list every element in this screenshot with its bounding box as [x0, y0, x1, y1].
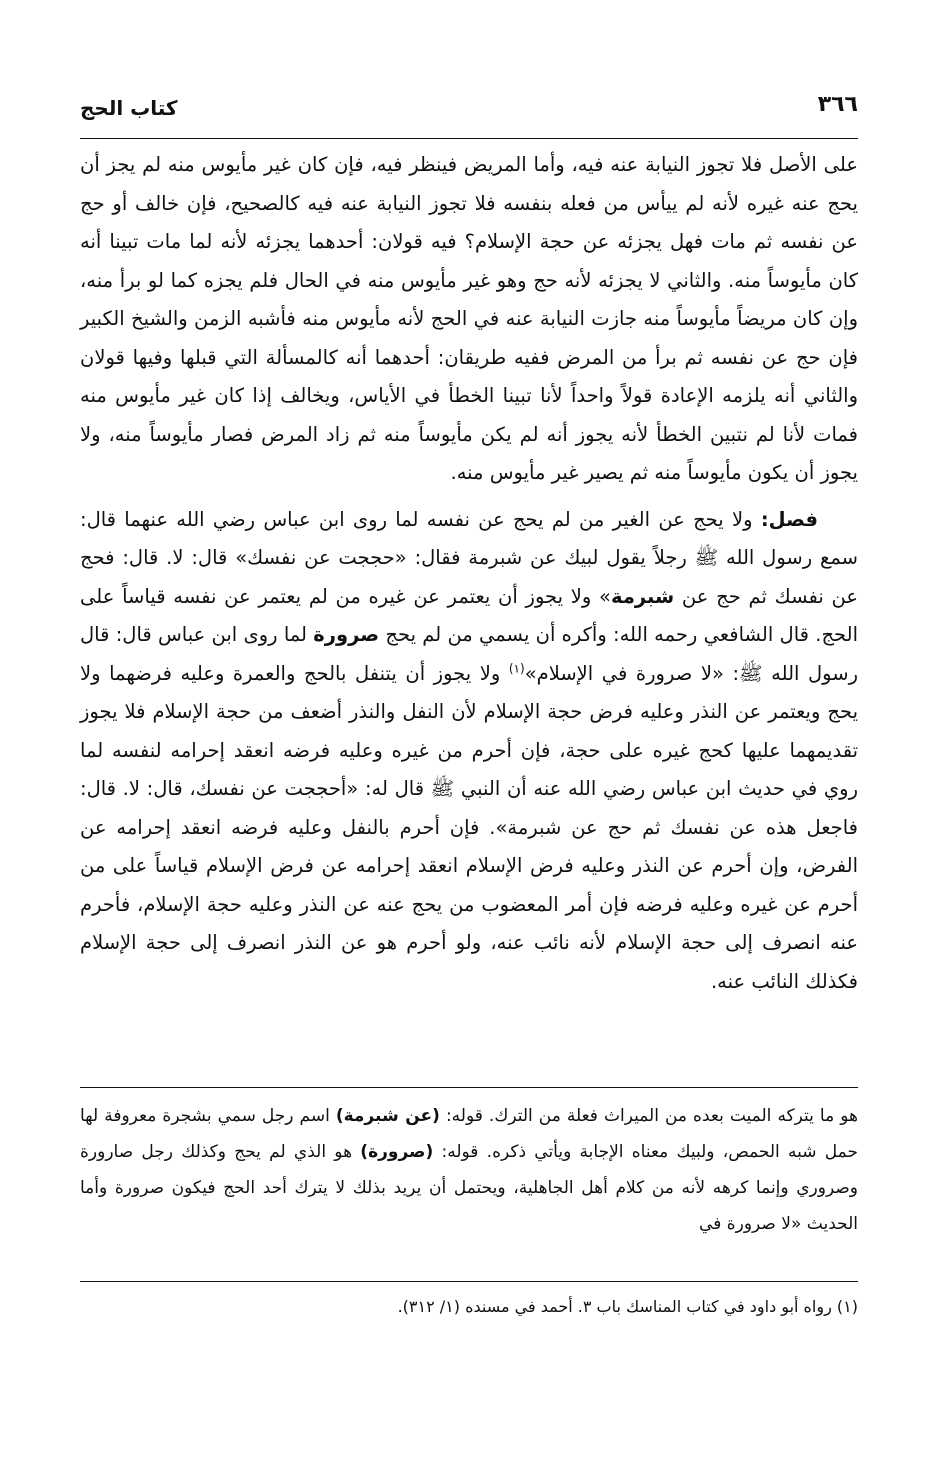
- footnote-rule: [80, 1281, 858, 1282]
- text-span: هو ما يتركه الميت بعده من الميراث فعلة من الترك. قوله:: [439, 1106, 858, 1126]
- section-paragraph: [80, 501, 858, 1002]
- term-sarura: صرورة: [313, 623, 380, 646]
- paragraph: على الأصل فلا تجوز النيابة عنه فيه، وأما المريض فينظر فيه، فإن كان غير مأيوس منه لم يجز أن يحج عنه غيره لأنه لم ييأس من فعله بنفسه فلا تجوز النيابة عنه فيه كالصحيح، فإن خالف أو حج عن نفسه ثم مات فهل يجزئه عن حجة الإسلام؟ فيه قولان: أحدهما يجزئه لأنه لما مات تبينا أنه كان مأيوساً منه. والثاني لا يجزئه لأنه حج وهو غير مأيوس منه في الحال فلم يجزه كما لو برأ منه، وإن كان مريضاً مأيوساً منه جازت النيابة عنه في الحج لأنه مأيوس منه فأشبه الزمن والشيخ الكبير فإن حج عن نفسه ثم برأ من المرض ففيه طريقان: أحدهما أنه كالمسألة التي قبلها وفيها قولان والثاني أنه يلزمه الإعادة قولاً واحداً لأنا تبينا الخطأ في الأياس، ويخالف إذا كان غير مأيوس منه فمات لأنا لم نتبين الخطأ لأنه يجوز أنه لم يكن مأيوساً منه ثم زاد المرض فصار مأيوساً منه، ولا يجوز أن يكون مأيوساً منه ثم يصير غير مأيوس منه.: [80, 153, 858, 484]
- text-span: هو الذي لم يحج وكذلك رجل صارورة وصروري وإنما كرهه لأنه من كلام أهل الجاهلية، ويحتمل أن يريد بذلك لا يترك أحد الحج فيكون صرورة وأما الحديث «لا صرورة في: [80, 1142, 858, 1234]
- section-label: فصل:: [760, 507, 818, 531]
- running-title: كتاب الحج: [80, 96, 178, 120]
- text-span: لما روى ابن عباس قال: قال رسول الله ﷺ: «لا صرورة في الإسلام»: [80, 623, 858, 685]
- notes-rule: [80, 1087, 858, 1088]
- term-shubruma: شبرمة: [611, 584, 675, 608]
- notes-text: [80, 1098, 858, 1242]
- page-number: ٣٦٦: [817, 92, 858, 117]
- text-span: اسم رجل سمي بشجرة معروفة لها حمل شبه الحمص، ولبيك معناه الإجابة ويأتي ذكره. قوله:: [80, 1106, 858, 1162]
- main-text: [80, 146, 858, 1001]
- notes-paragraph: [80, 1098, 858, 1242]
- footnote-reference: (١): [508, 661, 525, 675]
- text-span: ولا يحج عن الغير من لم يحج عن نفسه لما روى ابن عباس رضي الله عنهما قال: سمع رسول الله ﷺ رجلاً يقول لبيك عن شبرمة فقال: «حججت عن نفسك» قال: لا. قال: فحج عن نفسك ثم حج عن: [80, 507, 859, 608]
- text-span: » ولا يجوز أن يعتمر عن غيره من لم يعتمر عن نفسه قياساً على الحج. قال الشافعي رحمه الله: وأكره أن يسمي من لم يحج: [80, 584, 858, 646]
- page-header: [80, 92, 858, 132]
- term-sarura-note: (صرورة): [360, 1142, 434, 1162]
- term-an-shubruma: (عن شبرمة): [335, 1106, 440, 1126]
- header-rule: [80, 138, 858, 139]
- footnote: [80, 1292, 858, 1322]
- footnote-text: (١) رواه أبو داود في كتاب المناسك باب ٣. أحمد في مسنده (١/ ٣١٢).: [397, 1297, 858, 1316]
- text-span: ولا يجوز أن يتنفل بالحج والعمرة وعليه فرضهما ولا يحج ويعتمر عن النذر وعليه فرض حجة الإسلام لأن النفل والنذر أضعف من حجة الإسلام فلا يجوز تقديمهما عليها كحج غيره على حجة، فإن أحرم من غيره وعليه فرضه انعقد إحرامه لنفسه لما روي في حديث ابن عباس رضي الله عنه أن النبي ﷺ قال له: «أحججت عن نفسك، قال: لا. قال: فاجعل هذه عن نفسك ثم حج عن شبرمة». فإن أحرم بالنفل وعليه فرضه انعقد إحرامه عن الفرض، وإن أحرم عن النذر وعليه فرض الإسلام انعقد إحرامه عن فرض الإسلام قياساً على من أحرم عن غيره وعليه فرضه فإن أمر المعضوب من يحج عنه عن النذر وعليه حجة الإسلام، فأحرم عنه انصرف إلى حجة الإسلام لأنه نائب عنه، ولو أحرم هو عن النذر انصرف إلى حجة الإسلام فكذلك النائب عنه.: [80, 661, 858, 993]
